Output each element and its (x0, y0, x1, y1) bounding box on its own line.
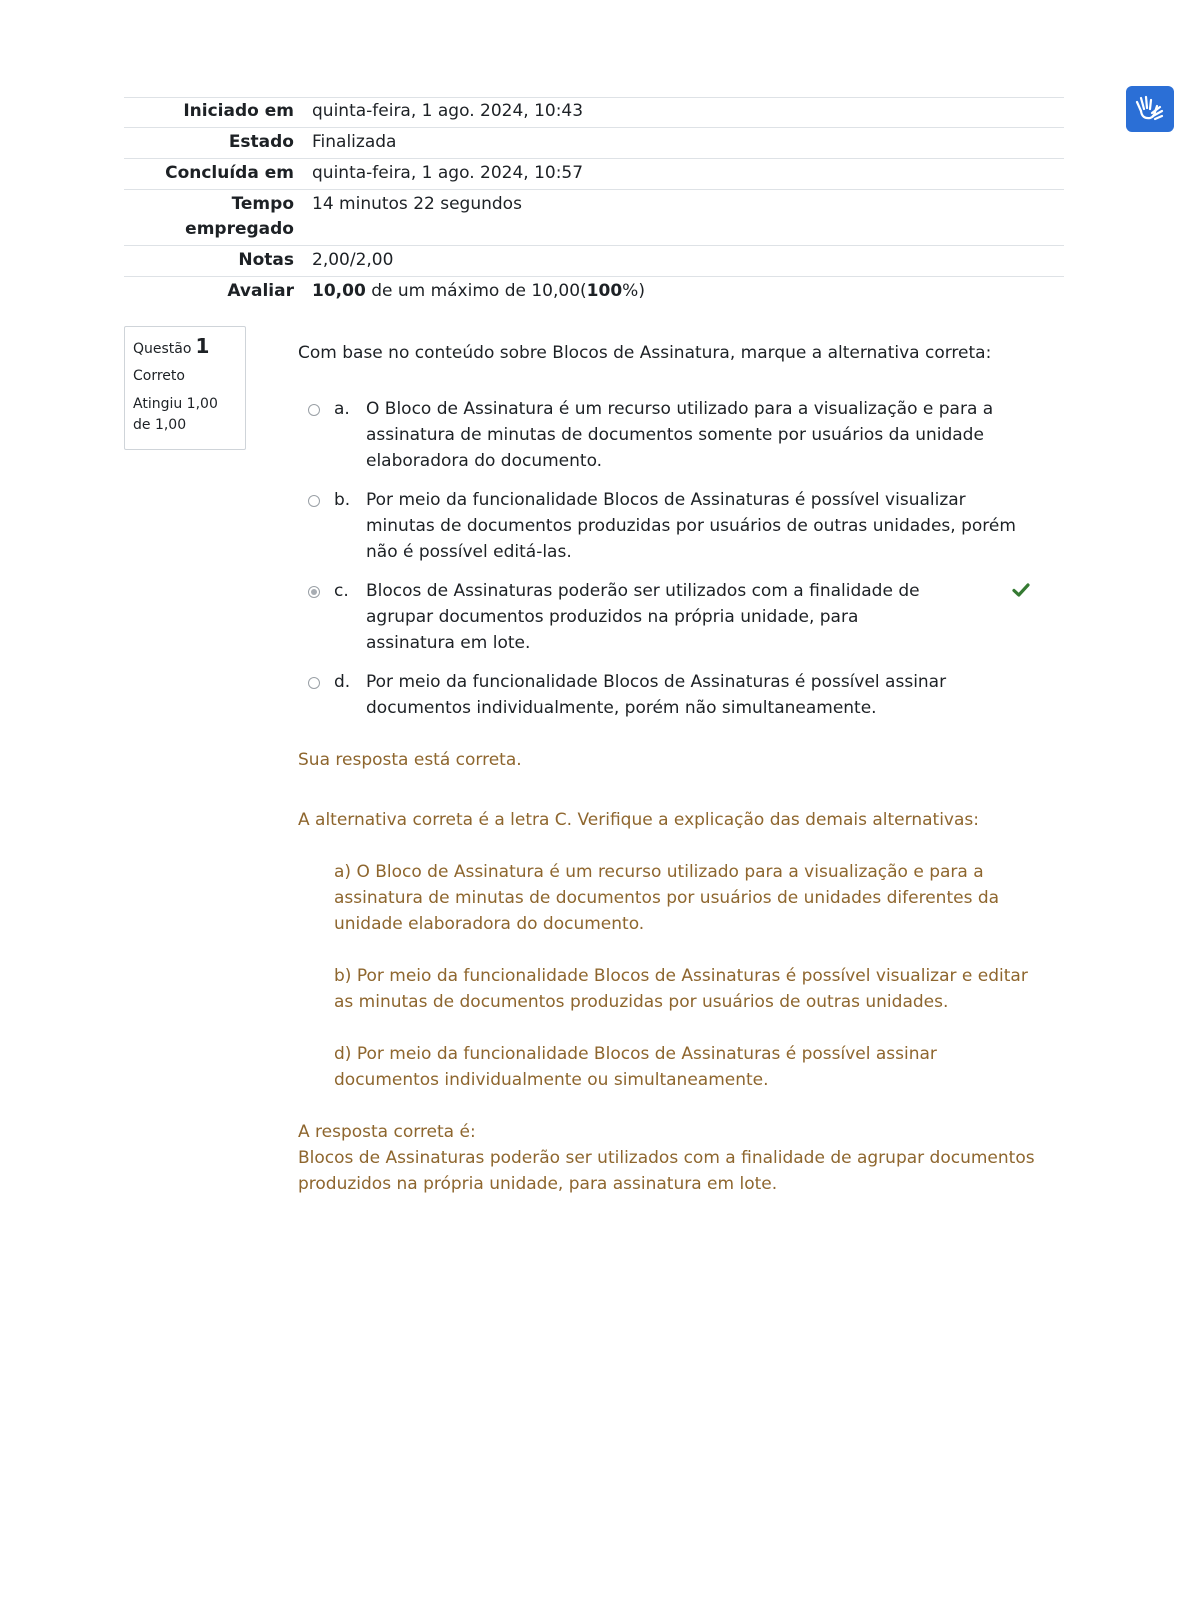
answer-letter-c: c. (334, 581, 349, 601)
state-value: Finalizada (312, 132, 397, 152)
answer-text-a: O Bloco de Assinatura é um recurso utilizado para a visualização e para a assinatura de minutas de documentos somente por usuários da unidade elaboradora do documento. (366, 399, 994, 471)
right-answer-label: A resposta correta é: (298, 1122, 476, 1142)
summary-row-marks (124, 246, 1064, 277)
completed-value: quinta-feira, 1 ago. 2024, 10:57 (312, 163, 584, 183)
summary-row-state (124, 128, 1064, 159)
summary-row-started (124, 98, 1064, 128)
answer-feedback (298, 747, 1038, 1197)
question-text: Com base no conteúdo sobre Blocos de Assinatura, marque a alternativa correta: (298, 343, 992, 363)
question-state: Correto (133, 368, 185, 384)
answer-text-d: Por meio da funcionalidade Blocos de Assinaturas é possível assinar documentos individualmente, porém não simultaneamente. (366, 672, 947, 718)
answer-radio-b[interactable] (308, 495, 320, 507)
answer-option-b[interactable] (308, 487, 1048, 565)
answer-radio-a[interactable] (308, 404, 320, 416)
feedback-intro: A alternativa correta é a letra C. Verifique a explicação das demais alternativas: (298, 810, 979, 830)
grade-value (306, 277, 1064, 308)
marks-label: Notas (238, 250, 294, 270)
accessibility-sign-language-button[interactable] (1126, 86, 1174, 132)
summary-row-time (124, 190, 1064, 246)
marks-value: 2,00/2,00 (312, 250, 394, 270)
answer-text-c: Blocos de Assinaturas poderão ser utilizados com a finalidade de agrupar documentos produzidos na própria unidade, para assinatura em lote. (366, 581, 920, 653)
question-info-box (124, 326, 246, 450)
answer-letter-b: b. (334, 490, 351, 510)
answer-option-a[interactable] (308, 396, 1048, 474)
started-value: quinta-feira, 1 ago. 2024, 10:43 (312, 101, 584, 121)
question-number (133, 335, 237, 360)
grade-max-text: de um máximo de 10,00( (371, 281, 587, 301)
question-grade: Atingiu 1,00 de 1,00 (133, 396, 218, 433)
started-label: Iniciado em (183, 101, 294, 121)
feedback-alternatives (334, 859, 1038, 1093)
summary-row-completed (124, 159, 1064, 190)
grade-label: Avaliar (227, 281, 294, 301)
attempt-summary-table (124, 97, 1064, 307)
feedback-result: Sua resposta está correta. (298, 750, 522, 770)
answer-option-c[interactable] (308, 578, 1048, 656)
answer-radio-c[interactable] (308, 586, 320, 598)
answer-text-b: Por meio da funcionalidade Blocos de Assinaturas é possível visualizar minutas de documentos produzidas por usuários de outras unidades, porém não é possível editá-las. (366, 490, 1016, 562)
feedback-alt-a: a) O Bloco de Assinatura é um recurso utilizado para a visualização e para a assinatura de minutas de documentos por usuários de unidades diferentes da unidade elaboradora do documento. (334, 862, 1000, 934)
answer-letter-a: a. (334, 399, 350, 419)
answer-options (308, 396, 1048, 734)
time-value: 14 minutos 22 segundos (312, 194, 522, 214)
right-answer-text: Blocos de Assinaturas poderão ser utilizados com a finalidade de agrupar documentos produzidos na própria unidade, para assinatura em lote. (298, 1148, 1035, 1194)
completed-label: Concluída em (165, 163, 294, 183)
question-number-value: 1 (195, 334, 210, 358)
answer-letter-d: d. (334, 672, 351, 692)
question-number-label: Questão (133, 341, 192, 357)
answer-option-d[interactable] (308, 669, 1048, 721)
feedback-alt-b: b) Por meio da funcionalidade Blocos de Assinaturas é possível visualizar e editar as minutas de documentos produzidas por usuários de outras unidades. (334, 966, 1028, 1012)
time-label: Tempo empregado (185, 194, 294, 239)
feedback-alt-d: d) Por meio da funcionalidade Blocos de Assinaturas é possível assinar documentos individualmente ou simultaneamente. (334, 1044, 937, 1090)
summary-row-grade (124, 277, 1064, 308)
answer-radio-d[interactable] (308, 677, 320, 689)
grade-percent: 100 (586, 281, 623, 301)
state-label: Estado (228, 132, 294, 152)
sign-language-hands-icon (1133, 93, 1167, 125)
grade-score: 10,00 (312, 281, 366, 301)
grade-percent-suffix: %) (622, 281, 645, 301)
check-icon (1012, 582, 1030, 598)
